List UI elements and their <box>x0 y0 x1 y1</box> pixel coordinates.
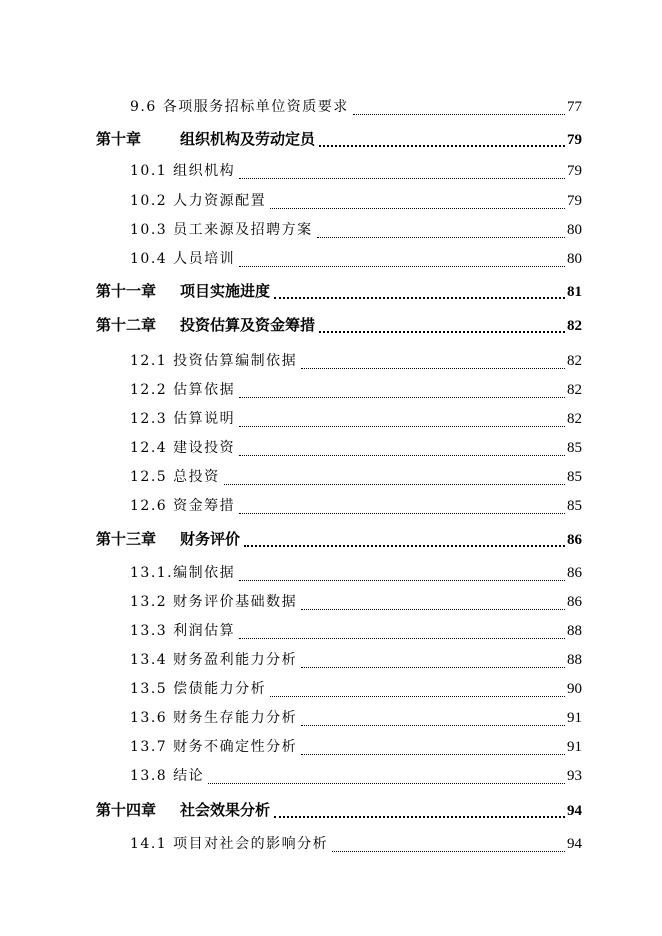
toc-page-number: 85 <box>567 469 582 485</box>
toc-section-label: 12.4 建设投资 <box>130 440 236 456</box>
toc-section-entry[interactable] <box>96 350 582 378</box>
toc-chapter-number: 第十二章 <box>96 316 157 334</box>
toc-chapter-label <box>96 528 240 549</box>
toc-section-label: 10.3 员工来源及招聘方案 <box>130 222 313 238</box>
toc-section-entry[interactable] <box>96 678 582 706</box>
toc-section-entry[interactable] <box>96 707 582 735</box>
toc-chapter-title: 组织机构及劳动定员 <box>180 130 316 148</box>
toc-chapter-number: 第十四章 <box>96 801 157 819</box>
toc-chapter-entry[interactable] <box>96 280 582 308</box>
toc-section-label: 13.4 财务盈利能力分析 <box>130 652 298 668</box>
toc-chapter-label <box>96 280 270 301</box>
toc-section-label: 12.5 总投资 <box>130 469 220 485</box>
toc-section-entry[interactable] <box>96 620 582 648</box>
toc-section-label: 13.5 偿债能力分析 <box>130 681 267 697</box>
toc-page-number: 79 <box>567 193 582 209</box>
toc-dot-leader <box>239 454 565 456</box>
toc-dot-leader <box>244 544 565 547</box>
toc-section-label: 9.6 各项服务招标单位资质要求 <box>130 99 349 115</box>
toc-section-label: 13.7 财务不确定性分析 <box>130 739 298 755</box>
toc-section-label: 13.2 财务评价基础数据 <box>130 594 298 610</box>
toc-section-entry[interactable] <box>96 562 582 590</box>
toc-page-number: 82 <box>567 382 582 398</box>
toc-section-entry[interactable] <box>96 437 582 465</box>
toc-page-number: 86 <box>567 594 582 610</box>
toc-page-number: 91 <box>567 710 582 726</box>
toc-page-number: 82 <box>567 318 582 334</box>
toc-section-entry[interactable] <box>96 466 582 494</box>
toc-dot-leader <box>317 236 565 238</box>
toc-section-label: 10.2 人力资源配置 <box>130 193 267 209</box>
toc-page-number: 86 <box>567 532 582 548</box>
toc-dot-leader <box>239 265 565 267</box>
toc-section-label: 12.2 估算依据 <box>130 382 236 398</box>
toc-section-entry[interactable] <box>96 495 582 523</box>
toc-dot-leader <box>319 330 565 333</box>
toc-page-number: 88 <box>567 652 582 668</box>
toc-section-entry[interactable] <box>96 765 582 793</box>
toc-dot-leader <box>274 296 565 299</box>
toc-chapter-title: 财务评价 <box>180 530 241 548</box>
toc-dot-leader <box>301 666 565 668</box>
toc-chapter-number: 第十三章 <box>96 530 157 548</box>
toc-dot-leader <box>239 177 565 179</box>
toc-page-number: 86 <box>567 565 582 581</box>
toc-section-entry[interactable] <box>96 219 582 247</box>
toc-section-entry[interactable] <box>96 190 582 218</box>
toc-chapter-entry[interactable] <box>96 799 582 827</box>
toc-dot-leader <box>353 113 565 115</box>
toc-section-entry[interactable] <box>96 96 582 124</box>
toc-chapter-title: 社会效果分析 <box>180 801 271 819</box>
toc-dot-leader <box>239 579 565 581</box>
toc-section-entry[interactable] <box>96 649 582 677</box>
toc-page-number: 85 <box>567 440 582 456</box>
toc-section-entry[interactable] <box>96 591 582 619</box>
toc-dot-leader <box>332 850 565 852</box>
toc-chapter-title: 项目实施进度 <box>180 282 271 300</box>
toc-section-label: 14.1 项目对社会的影响分析 <box>130 836 329 852</box>
toc-section-label: 13.8 结论 <box>130 768 205 784</box>
toc-dot-leader <box>301 724 565 726</box>
toc-dot-leader <box>239 396 565 398</box>
toc-chapter-entry[interactable] <box>96 128 582 156</box>
toc-section-label: 13.6 财务生存能力分析 <box>130 710 298 726</box>
toc-page-number: 94 <box>567 803 582 819</box>
toc-page-number: 79 <box>567 132 582 148</box>
toc-chapter-entry[interactable] <box>96 528 582 556</box>
toc-section-label: 10.1 组织机构 <box>130 163 236 179</box>
toc-section-entry[interactable] <box>96 736 582 764</box>
toc-dot-leader <box>208 782 565 784</box>
toc-page-number: 82 <box>567 411 582 427</box>
toc-page-number: 88 <box>567 623 582 639</box>
toc-section-label: 12.6 资金筹措 <box>130 498 236 514</box>
toc-chapter-entry[interactable] <box>96 314 582 342</box>
toc-dot-leader <box>301 608 565 610</box>
toc-section-label: 12.1 投资估算编制依据 <box>130 353 298 369</box>
toc-dot-leader <box>274 815 565 818</box>
toc-page-number: 94 <box>567 836 582 852</box>
toc-chapter-label <box>96 799 270 820</box>
toc-dot-leader <box>270 207 565 209</box>
toc-dot-leader <box>224 483 565 485</box>
toc-section-entry[interactable] <box>96 160 582 188</box>
toc-section-entry[interactable] <box>96 408 582 436</box>
toc-section-label: 12.3 估算说明 <box>130 411 236 427</box>
toc-section-label: 13.1.编制依据 <box>130 565 236 581</box>
toc-page-number: 77 <box>567 99 582 115</box>
toc-page-number: 91 <box>567 739 582 755</box>
toc-chapter-title: 投资估算及资金筹措 <box>180 316 316 334</box>
toc-page-number: 85 <box>567 498 582 514</box>
toc-dot-leader <box>239 425 565 427</box>
toc-chapter-number: 第十一章 <box>96 282 157 300</box>
toc-section-entry[interactable] <box>96 379 582 407</box>
toc-chapter-label <box>96 314 315 335</box>
toc-dot-leader <box>301 753 565 755</box>
toc-page-number: 80 <box>567 251 582 267</box>
toc-chapter-label <box>96 128 315 149</box>
toc-dot-leader <box>270 695 565 697</box>
toc-page-number: 93 <box>567 768 582 784</box>
toc-dot-leader <box>301 367 565 369</box>
toc-dot-leader <box>239 512 565 514</box>
toc-dot-leader <box>319 144 565 147</box>
toc-section-entry[interactable] <box>96 248 582 276</box>
toc-page-number: 90 <box>567 681 582 697</box>
toc-section-entry[interactable] <box>96 833 582 861</box>
toc-page-number: 79 <box>567 163 582 179</box>
toc-page-number: 80 <box>567 222 582 238</box>
toc-section-label: 10.4 人员培训 <box>130 251 236 267</box>
toc-dot-leader <box>239 637 565 639</box>
toc-page-number: 81 <box>567 284 582 300</box>
toc-page-number: 82 <box>567 353 582 369</box>
toc-chapter-number: 第十章 <box>96 130 142 148</box>
toc-section-label: 13.3 利润估算 <box>130 623 236 639</box>
